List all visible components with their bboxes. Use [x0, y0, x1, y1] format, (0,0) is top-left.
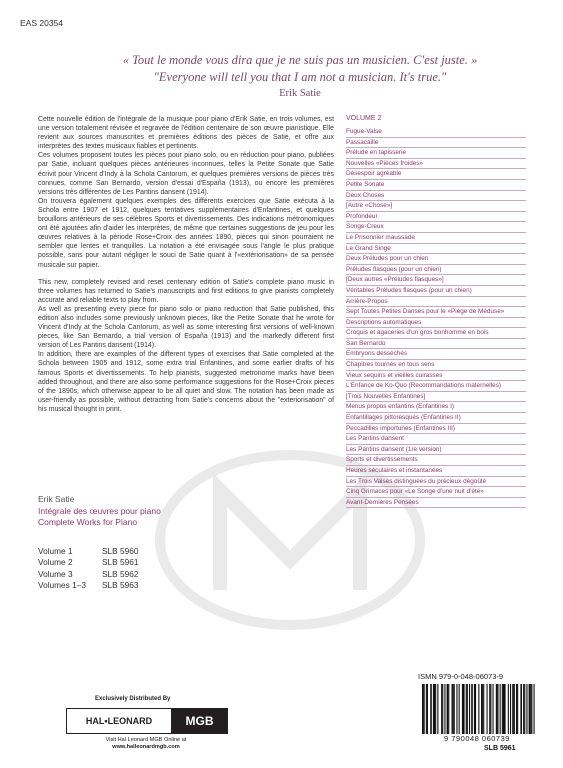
barcode-bar [434, 684, 435, 734]
description-paragraph: On trouvera également quelques exemples des différents exercices que Satie exécuta à la Schola entre 1907 et 1912, quelques tentatives supplémentaires d'Enfantines, et quelques brouillons antérieurs de ses célèbres Sports et divertissements. Des indications métronomiques ont été ajoutées afin d'aider les interprètes, de même que certaines suggestions de jeu pour les œuvres relatives à la période Rose+Croix des années 1890, pièces qui sinon pourraient ne sembler que lentes et tranquilles. La notation a été envisagée sous l'angle le plus pratique possible, sans pour autant négliger le souci de Satie quant à l'«extériorisation» de sa pensée musicale sur papier. [38, 197, 334, 269]
barcode-bar [475, 684, 476, 734]
barcode-bar [478, 684, 479, 734]
barcode-bar [466, 684, 467, 734]
barcode-bar [489, 684, 490, 734]
barcode-bar [435, 684, 436, 734]
barcode-bar [483, 684, 484, 734]
barcode-bar [510, 684, 511, 734]
barcode-bar [482, 684, 483, 734]
barcode-bar [520, 684, 522, 734]
barcode-image [418, 684, 536, 734]
volume-code: SLB 5963 [102, 579, 139, 590]
barcode-bar [442, 684, 443, 734]
barcode-bar [493, 684, 494, 734]
ismn-number: ISMN 979-0-048-06073-9 [418, 672, 504, 681]
barcode-bar [452, 684, 453, 734]
volume-name: Volume 1 [38, 546, 73, 556]
barcode-bar [490, 684, 491, 734]
volume-2-item: Descriptions automatiques [346, 318, 526, 329]
volume-code: SLB 5960 [102, 546, 139, 556]
description-paragraph: As well as presenting every piece for piano solo or piano reduction that Satie published, this edition also includes some previously unknown pieces, like the Petite Sonate that he wrote for Vincent d'Indy at the Schola Cantorum, as well as some interesting first versions of well-known pieces, like San Bernardo, a trial version of España (1913) and the markedly different first version of Les Pantins dansent (1914). [38, 305, 334, 350]
volume-2-item: Les Trois Valses distinguées du précieux dégoûté [346, 477, 526, 488]
description-paragraph: Ces volumes proposent toutes les pièces pour piano solo, ou en réduction pour piano, publiées par Satie, incluant quelques pièces antérieures inconnues, telles la Petite Sonate que Satie écrivit pour Vincent d'Indy à la Schola Cantorum, et quelques premières versions de pièces très connues, comme San Bernardo, version d'essai d'España (1913), ou encore les premières versions très différentes de Les Pantins dansent (1914). [38, 152, 334, 196]
barcode-bar [422, 684, 424, 734]
volume-2-item: Le Grand Singe [346, 244, 526, 255]
volume-2-item: Enfantillages pittoresques (Enfantines II) [346, 413, 526, 424]
barcode-bar [508, 684, 509, 734]
barcode-bar [426, 684, 427, 734]
volume-2-item: Croquis et agaceries d'un gros bonhomme en bois [346, 328, 526, 339]
barcode-bar [444, 684, 445, 734]
volume-2-item: Désespoir agréable [346, 169, 526, 180]
description-paragraph: This new, completely revised and reset centenary edition of Satie's complete piano music in three volumes has returned to Satie's manuscripts and first editions to give pianists completely accurate and reliable texts to play from. [38, 278, 334, 304]
volume-code: SLB 5961 [102, 557, 139, 568]
barcode-bar [462, 684, 463, 734]
barcode-bar [517, 684, 518, 734]
description-paragraph: In addition, there are examples of the different types of exercises that Satie completed at the Schola between 1905 and 1912, some extra trial Enfantines, and some earlier drafts of his famous Sports et divertissements. To help pianists, suggested metronome marks have been added throughout, and there are also some performance suggestions for the Rose+Croix pieces of the 1890s, which otherwise appear to be all quiet and slow. The notation has been made as user-friendly as possible, without detracting from Satie's concerns about the "exteriorisation" of his musical thought in print. [38, 351, 334, 413]
barcode-bar [454, 684, 455, 734]
description-paragraph: Cette nouvelle édition de l'intégrale de la musique pour piano d'Erik Satie, en trois volumes, est une version totalement révisée et regravée de l'édition centenaire de son œuvre pianistique. Elle revient aux sources manuscrites et premières éditions des pièces de Satie, et offre aux interprètes des textes musicaux fiables et pertinents. [38, 116, 334, 151]
volume-2-item: L'Enfance de Ko-Quo (Recommandations maternelles) [346, 381, 526, 392]
barcode-bar [474, 684, 475, 734]
barcode-bar [433, 684, 434, 734]
catalog-block [38, 494, 161, 529]
volume-2-item: Fugue-Valse [346, 127, 526, 138]
volume-name: Volume 2 [38, 557, 73, 568]
volume-row [38, 546, 138, 557]
volume-2-item: Heures séculaires et instantanées [346, 466, 526, 477]
distributor-label: Exclusively Distributed By [95, 696, 171, 702]
volume-2-contents-list [346, 127, 526, 508]
hal-leonard-logo: HAL•LEONARD [67, 709, 172, 733]
description-text [38, 115, 334, 414]
barcode-bar [447, 684, 449, 734]
volume-2-item: Deux Choses [346, 191, 526, 202]
barcode-bar [524, 684, 525, 734]
barcode-bar [453, 684, 454, 734]
quote-english: "Everyone will tell you that I am not a musician. It's true." [153, 70, 447, 84]
barcode-bar [523, 684, 524, 734]
volume-row [38, 557, 138, 568]
barcode-bar [463, 684, 465, 734]
volume-row [38, 580, 138, 591]
barcode-bar [469, 684, 470, 734]
barcode-bar [497, 684, 498, 734]
volume-2-item: Préludes flasques (pour un chien) [346, 265, 526, 276]
volume-2-item: Cinq Grimaces pour «Le Songe d'une nuit d'été» [346, 487, 526, 498]
volume-2-item: Songe-Creux [346, 222, 526, 233]
barcode-bar [529, 684, 531, 734]
volume-2-item: Deux Préludes pour un chien [346, 254, 526, 265]
volume-2-item: Arrière-Propos [346, 297, 526, 308]
barcode-number: 9 790048 060739 [444, 734, 510, 743]
volume-2-title: VOLUME 2 [346, 115, 382, 122]
barcode-bar [430, 684, 432, 734]
barcode-bar [496, 684, 498, 734]
volume-2-item: Passacaille [346, 138, 526, 149]
catalog-composer: Erik Satie [38, 494, 75, 504]
volume-2-item: Avant-Dernières Pensées [346, 498, 526, 509]
volume-2-item: Sept Toutes Petites Danses pour le «Piège de Méduse» [346, 307, 526, 318]
volume-2-item: Vieux sequins et vieilles cuirasses [346, 371, 526, 382]
barcode-bar [514, 684, 515, 734]
volume-2-item: [Autre «Chose»] [346, 201, 526, 212]
volume-2-item: Embryons desséchés [346, 349, 526, 360]
volume-2-item: Véritables Préludes flasques (pour un chien) [346, 286, 526, 297]
catalog-code: EAS 20354 [20, 18, 64, 28]
barcode-bar [441, 684, 442, 734]
barcode-bar [427, 684, 428, 734]
barcode-bar [456, 684, 457, 734]
barcode-bar [487, 684, 488, 734]
barcode-bar [503, 684, 504, 734]
barcode-bar [459, 684, 460, 734]
mgb-logo: MGB [172, 709, 227, 733]
barcode-bar [504, 684, 506, 734]
volume-2-item: [Deux autres «Préludes flasques»] [346, 275, 526, 286]
barcode-bar [526, 684, 527, 734]
barcode-bar [534, 684, 535, 734]
volume-2-item: Prélude en tapisserie [346, 148, 526, 159]
barcode-bar [500, 684, 501, 734]
volume-2-item: Le Prisonnier maussade [346, 233, 526, 244]
volume-row [38, 569, 138, 580]
volume-2-item: Menus propos enfantins (Enfantines I) [346, 402, 526, 413]
visit-label: Visit Hal Leonard MGB Online at [105, 737, 187, 743]
volume-name: Volume 3 [38, 568, 73, 579]
hal-leonard-mgb-logo [66, 708, 228, 734]
volume-2-item: Petite Sonate [346, 180, 526, 191]
volume-2-heading [346, 115, 381, 124]
barcode-bar [530, 684, 531, 734]
volume-code: SLB 5962 [102, 568, 139, 579]
visit-text [66, 737, 226, 751]
barcode-bar [531, 684, 532, 734]
barcode-bar [467, 684, 468, 734]
product-code: SLB 5961 [484, 745, 516, 752]
barcode-bar [448, 684, 449, 734]
volume-table [38, 546, 138, 591]
volume-2-item: Les Pantins dansent (1re version) [346, 445, 526, 456]
barcode-bar [437, 684, 438, 734]
quote-french: « Tout le monde vous dira que je ne suis pas un musicien. C'est juste. » [122, 53, 478, 67]
volume-2-item: Les Pantins dansent [346, 434, 526, 445]
volume-2-item: Peccadilles importunes (Enfantines III) [346, 424, 526, 435]
volume-2-item: Nouvelles «Pièces froides» [346, 159, 526, 170]
volume-2-item: San Bernardo [346, 339, 526, 350]
volume-2-item: Sports et divertissements [346, 455, 526, 466]
volume-name: Volumes 1–3 [38, 579, 86, 590]
catalog-title-fr: Intégrale des œuvres pour piano [38, 505, 161, 516]
barcode-bar [481, 684, 482, 734]
barcode-bar [516, 684, 517, 734]
barcode-bar [512, 684, 514, 734]
catalog-title-en: Complete Works for Piano [38, 517, 138, 527]
volume-2-item: Profondeur [346, 212, 526, 223]
quote-author: Erik Satie [279, 88, 321, 99]
volume-2-item: [Trois Nouvelles Enfantines] [346, 392, 526, 403]
barcode-bar [471, 684, 473, 734]
website-link[interactable]: www.halleonardmgb.com [112, 744, 180, 750]
barcode-bar [502, 684, 503, 734]
volume-2-item: Chapitres tournés en tous sens [346, 360, 526, 371]
barcode-bar [424, 684, 425, 734]
